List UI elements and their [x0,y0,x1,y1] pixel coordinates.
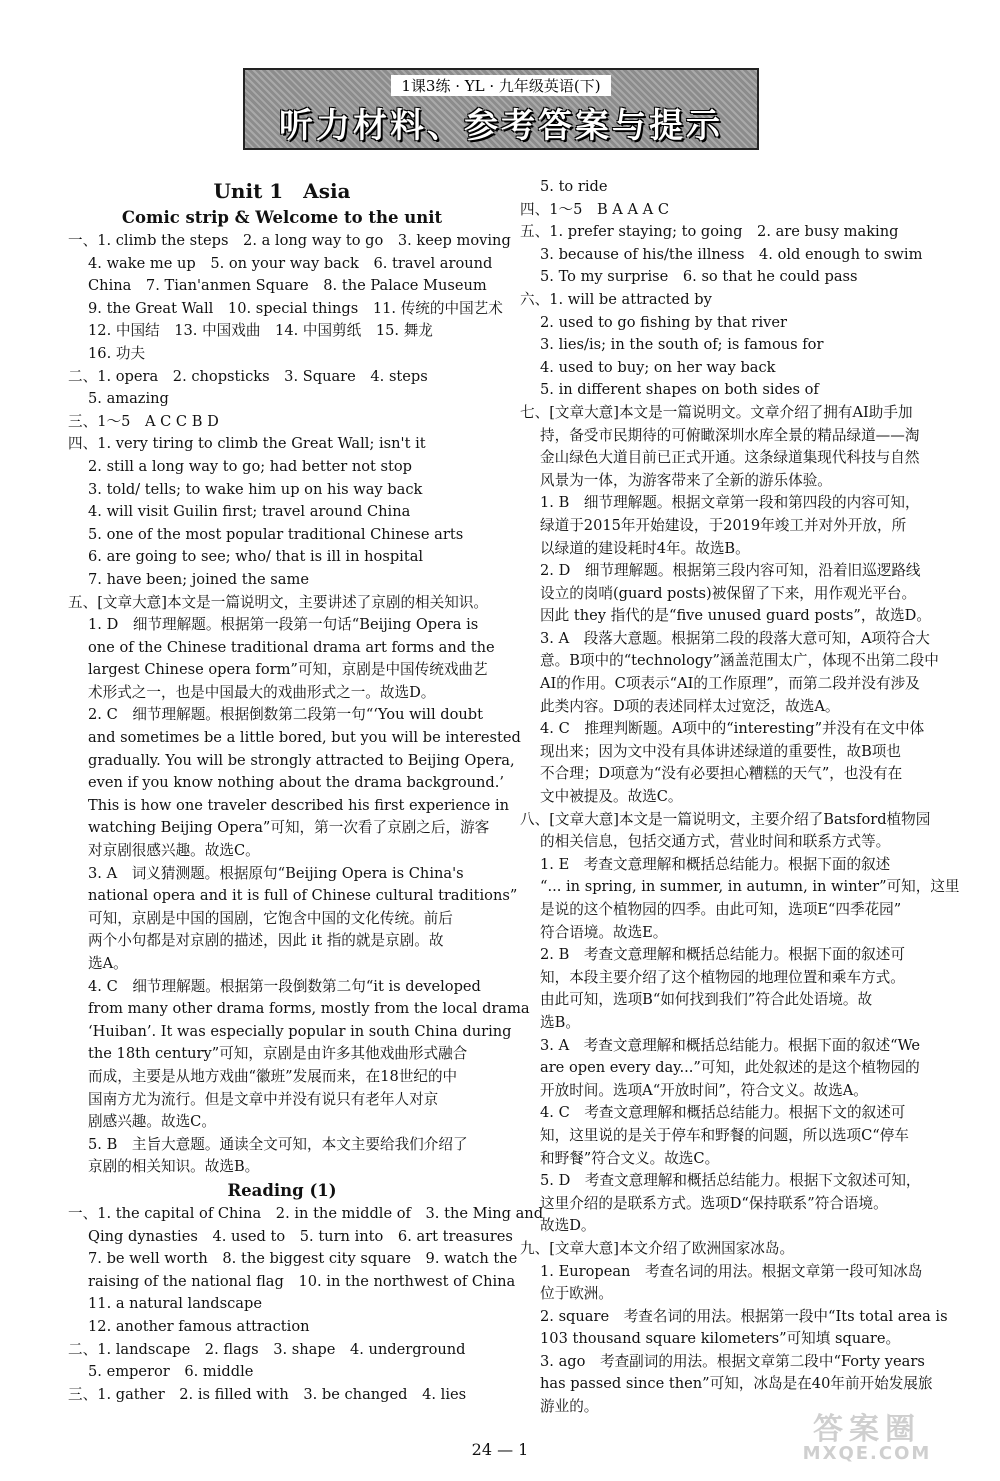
watermark-url: MXQE.COM [802,1443,932,1464]
page-number: 24 — 1 [471,1440,529,1459]
answer-line: largest Chinese opera form”可知，京剧是中国传统戏曲艺 [88,661,488,679]
answer-line: AI的作用。C项表示“AI的工作原理”，而第二段并没有涉及 [540,675,920,693]
answer-line: 5. emperor 6. middle [88,1363,254,1381]
answer-line: 三、1. gather 2. is filled with 3. be changed 4. lies [68,1385,467,1403]
answer-line: 3. ago 考查副词的用法。根据文章第二段中“Forty years [540,1352,925,1370]
section-heading-comic: Comic strip & Welcome to the unit [121,208,443,227]
answer-line: 11. a natural landscape [88,1295,262,1313]
answer-line: 六、1. will be attracted by [520,290,712,308]
answer-line: “... in spring, in summer, in autumn, in winter”可知，这里 [540,878,960,896]
answer-line: 绿道于2015年开始建设，于2019年竣工并对外开放，所 [540,516,907,534]
answer-line: 可知，京剧是中国的国剧，它饱含中国的文化传统。前后 [88,909,453,927]
answer-line: 七、[文章大意]本文是一篇说明文。文章介绍了拥有AI助手加 [520,403,913,421]
answer-line: 这里介绍的是联系方式。选项D“保持联系”符合语境。 [540,1194,888,1212]
answer-line: 而成，主要是从地方戏曲“徽班”发展而来，在18世纪的中 [88,1067,458,1085]
answer-line: 五、1. prefer staying; to going 2. are busy making [520,223,899,241]
answer-line: 设立的岗哨(guard posts)被保留了下来，用作观光平台。 [540,584,917,602]
answer-line: 符合语境。故选E。 [540,923,668,941]
answer-line: 二、1. landscape 2. flags 3. shape 4. underground [68,1340,466,1358]
answer-line: 术形式之一，也是中国最大的戏曲形式之一。故选D。 [88,683,436,701]
answer-line: 四、1. very tiring to climb the Great Wall; isn't it [68,435,426,453]
answer-line: 游业的。 [540,1398,599,1416]
answer-line: 4. wake me up 5. on your way back 6. travel around [88,254,493,272]
answer-line: from many other drama forms, mostly from the local drama [88,1000,530,1018]
answer-line: 九、[文章大意]本文介绍了欧洲国家冰岛。 [520,1239,795,1257]
answer-line: 4. used to buy; on her way back [540,358,776,376]
answer-line: raising of the national flag 10. in the northwest of China [88,1272,516,1290]
answer-line: 2. B 考查文意理解和概括总结能力。根据下面的叙述可 [540,946,905,964]
answer-line: 由此可知，选项B“如何找到我们”符合此处语境。故 [540,991,873,1009]
answer-line: 国南方尤为流行。但是文章中并没有说只有老年人对京 [88,1090,439,1108]
answer-line: 的相关信息，包括交通方式，营业时间和联系方式等。 [540,833,891,851]
answer-line: 3. A 词义猜测题。根据原句“Beijing Opera is China's [88,864,464,882]
answer-line: 5. one of the most popular traditional Chinese arts [88,525,464,543]
answers-block-right [514,176,960,1419]
answer-line: 5. in different shapes on both sides of [540,381,819,399]
answer-line: 现出来；因为文中没有具体讲述绿道的重要性，故B项也 [540,742,901,760]
answer-line: 是说的这个植物园的四季。由此可知，选项E“四季花园” [540,901,902,918]
banner-title: 听力材料、参考答案与提示 [279,106,723,146]
answer-line: gradually. You will be strongly attracted to Beijing Opera, [88,751,515,769]
answer-line: 五、[文章大意]本文是一篇说明文，主要讲述了京剧的相关知识。 [68,593,489,611]
answer-line: 以绿道的建设耗时4年。故选B。 [540,539,750,557]
answer-line: 3. A 考查文意理解和概括总结能力。根据下面的叙述“We [540,1036,921,1054]
answers-block-comic [62,230,530,1179]
answers-block-reading [62,1203,544,1406]
answer-line: 文中被提及。故选C。 [540,788,683,806]
answer-line: 7. be well worth 8. the biggest city square 9. watch the [88,1250,518,1268]
answer-line: 2. used to go fishing by that river [540,313,787,331]
answer-line: 剧感兴趣。故选C。 [88,1113,216,1131]
answer-line: 金山绿色大道目前已正式开通。这条绿道集现代科技与自然 [540,449,920,467]
answer-line: 12. another famous attraction [88,1317,310,1335]
banner-subtitle: 1课3练 · YL · 九年级英语(下) [391,75,610,96]
answer-line: 1. European 考查名词的用法。根据文章第一段可知冰岛 [540,1262,923,1280]
answer-line: 三、1～5 A C C B D [68,412,219,430]
answer-line: 6. are going to see; who/ that is ill in hospital [88,548,424,566]
answer-line: 103 thousand square kilometers”可知填 square。 [540,1330,901,1348]
answer-line: 2. square 考查名词的用法。根据第一段中“Its total area is [540,1307,948,1325]
answer-line: 2. D 细节理解题。根据第三段内容可知，沿着旧巡逻路线 [540,562,921,580]
answer-line: 因此 they 指代的是“five unused guard posts”，故选D。 [540,607,931,625]
answer-line: 故选D。 [540,1217,596,1235]
answer-line: 4. C 考查文意理解和概括总结能力。根据下文的叙述可 [540,1104,906,1122]
answer-line: 5. To my surprise 6. so that he could pass [540,268,858,286]
answer-line: Qing dynasties 4. used to 5. turn into 6. art treasures [88,1227,513,1245]
answer-line: watching Beijing Opera”可知，第一次看了京剧之后，游客 [88,819,490,837]
answer-line: 不合理；D项意为“没有必要担心糟糕的天气”，也没有在 [540,765,903,783]
answer-line: 选A。 [88,955,128,972]
answer-line: 3. A 段落大意题。根据第二段的段落大意可知，A项符合大 [540,629,930,647]
unit-heading: Unit 1 Asia [213,179,351,203]
answer-line: 二、1. opera 2. chopsticks 3. Square 4. steps [68,367,428,385]
answer-line: 对京剧很感兴趣。故选C。 [88,842,260,860]
answer-line: 风景为一体，为游客带来了全新的游乐体验。 [540,471,832,489]
answer-line: 两个小句都是对京剧的描述，因此 it 指的就是京剧。故 [88,932,444,950]
answer-line: 意。B项中的“technology”涵盖范围太广，体现不出第二段中 [540,652,939,670]
answer-line: 5. amazing [88,390,169,408]
watermark-text: 答案圈 [813,1412,921,1447]
answer-line: 3. because of his/the illness 4. old enough to swim [540,245,923,263]
watermark-logo [752,1412,982,1468]
answer-line: 16. 功夫 [88,344,146,362]
answer-line: China 7. Tian'anmen Square 8. the Palace Museum [88,277,487,295]
answer-line: 7. have been; joined the same [88,570,309,588]
answer-line: 5. D 考查文意理解和概括总结能力。根据下文叙述可知， [540,1172,921,1190]
answer-line: are open every day...”可知，此处叙述的是这个植物园的 [540,1059,920,1077]
answer-line: 4. will visit Guilin first; travel around China [88,503,411,521]
answer-line: one of the Chinese traditional drama art forms and the [88,638,495,656]
answer-line: 3. told/ tells; to wake him up on his way back [88,480,423,498]
answer-line: 八、[文章大意]本文是一篇说明文，主要介绍了Batsford植物园 [520,810,931,828]
answer-line: 12. 中国结 13. 中国戏曲 14. 中国剪纸 15. 舞龙 [88,322,433,340]
answer-line: 4. C 推理判断题。A项中的“interesting”并没有在文中体 [540,720,925,738]
title-banner [243,68,759,150]
answer-line: even if you know nothing about the drama background.’ [88,774,505,792]
answer-line: 2. C 细节理解题。根据倒数第二段第一句“‘You will doubt [88,706,483,724]
answer-line: the 18th century”可知，京剧是由许多其他戏曲形式融合 [88,1045,468,1063]
answer-line: national opera and it is full of Chinese cultural traditions” [88,887,518,905]
answer-line: 知，本段主要介绍了这个植物园的地理位置和乘车方式。 [540,968,905,986]
answer-line: 此类内容。D项的表述同样太过宽泛，故选A。 [540,697,840,715]
answer-line: 位于欧洲。 [540,1285,613,1303]
answer-line: 一、1. climb the steps 2. a long way to go 3. keep moving [68,232,511,249]
answer-line: 知，这里说的是关于停车和野餐的问题，所以选项C“停车 [540,1126,909,1144]
left-column [62,176,544,1406]
answer-line: 1. D 细节理解题。根据第一段第一句话“Beijing Opera is [88,616,479,634]
answer-line: 3. lies/is; in the south of; is famous for [540,336,824,354]
answer-line: 4. C 细节理解题。根据第一段倒数第二句“it is developed [88,977,481,995]
answer-line: 四、1～5 B A A A C [520,200,670,218]
right-column [514,176,960,1419]
answer-line: 开放时间。选项A“开放时间”，符合文义。故选A。 [540,1081,868,1099]
answer-line: 5. to ride [540,178,608,195]
answer-line: 9. the Great Wall 10. special things 11. 传统的中国艺术 [88,299,503,317]
answer-line: 5. B 主旨大意题。通读全文可知，本文主要给我们介绍了 [88,1135,468,1153]
answer-line: and sometimes be a little bored, but you will be interested [88,729,521,747]
answer-line: 1. E 考查文意理解和概括总结能力。根据下面的叙述 [540,855,891,873]
section-heading-reading: Reading (1) [227,1180,337,1200]
answer-line: 京剧的相关知识。故选B。 [88,1158,260,1176]
answer-line: 一、1. the capital of China 2. in the middle of 3. the Ming and [68,1204,544,1222]
answer-line: 持，备受市民期待的可俯瞰深圳水库全景的精品绿道——淘 [540,426,920,444]
answer-line: 选B。 [540,1013,580,1031]
answer-line: 1. B 细节理解题。根据文章第一段和第四段的内容可知， [540,494,920,512]
answer-line: This is how one traveler described his first experience in [88,796,510,814]
answer-line: ‘Huiban’. It was especially popular in south China during [88,1022,512,1040]
answer-line: has passed since then”可知，冰岛是在40年前开始发展旅 [540,1375,933,1393]
answer-line: 和野餐”符合文义。故选C。 [540,1149,720,1167]
answer-line: 2. still a long way to go; had better not stop [88,457,412,475]
